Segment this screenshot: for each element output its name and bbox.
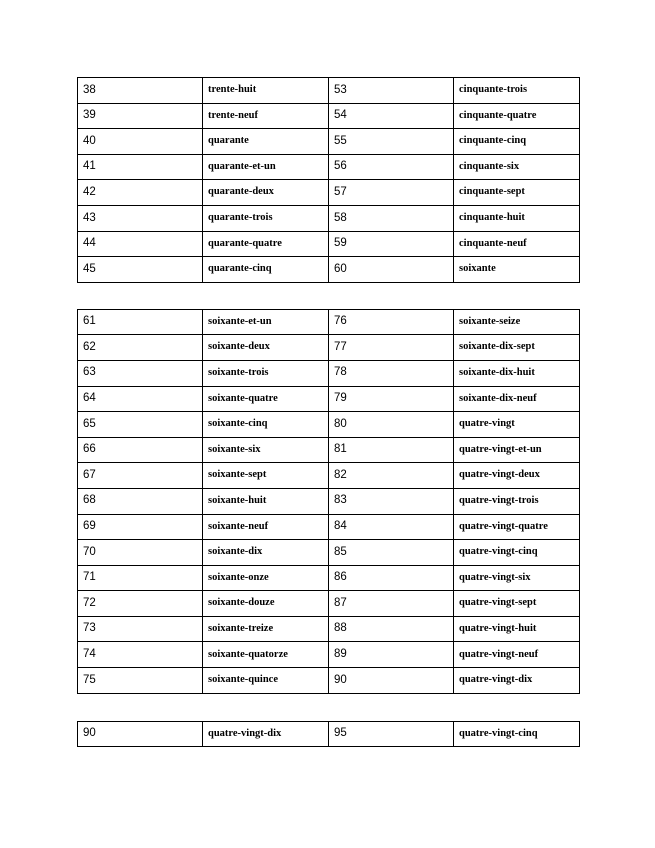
table-row bbox=[78, 180, 580, 206]
number-cell: 39 bbox=[78, 103, 203, 129]
table-row bbox=[78, 231, 580, 257]
word-cell: soixante-deux bbox=[203, 335, 329, 361]
word-cell: quarante-quatre bbox=[203, 231, 329, 257]
word-cell: soixante-neuf bbox=[203, 514, 329, 540]
table-row bbox=[78, 514, 580, 540]
word-cell: quarante-trois bbox=[203, 205, 329, 231]
number-cell: 55 bbox=[329, 129, 454, 155]
word-cell: quatre-vingt bbox=[454, 412, 580, 438]
number-cell: 80 bbox=[329, 412, 454, 438]
number-cell: 59 bbox=[329, 231, 454, 257]
table-row bbox=[78, 616, 580, 642]
table-row bbox=[78, 309, 580, 335]
document-page bbox=[77, 77, 579, 747]
number-cell: 75 bbox=[78, 668, 203, 694]
number-cell: 57 bbox=[329, 180, 454, 206]
table-row bbox=[78, 129, 580, 155]
word-cell: quatre-vingt-et-un bbox=[454, 437, 580, 463]
number-cell: 95 bbox=[329, 721, 454, 747]
number-cell: 45 bbox=[78, 257, 203, 283]
table-row bbox=[78, 721, 580, 747]
number-cell: 90 bbox=[78, 721, 203, 747]
table-row bbox=[78, 78, 580, 104]
table-body bbox=[78, 309, 580, 693]
number-cell: 44 bbox=[78, 231, 203, 257]
numbers-table-38-60 bbox=[77, 77, 580, 283]
word-cell: cinquante-huit bbox=[454, 205, 580, 231]
number-cell: 61 bbox=[78, 309, 203, 335]
number-cell: 86 bbox=[329, 565, 454, 591]
word-cell: soixante-sept bbox=[203, 463, 329, 489]
number-cell: 70 bbox=[78, 540, 203, 566]
number-cell: 83 bbox=[329, 488, 454, 514]
word-cell: quatre-vingt-cinq bbox=[454, 540, 580, 566]
word-cell: cinquante-sept bbox=[454, 180, 580, 206]
table-body bbox=[78, 78, 580, 283]
word-cell: quatre-vingt-sept bbox=[454, 591, 580, 617]
number-cell: 73 bbox=[78, 616, 203, 642]
table-row bbox=[78, 412, 580, 438]
word-cell: soixante bbox=[454, 257, 580, 283]
number-cell: 40 bbox=[78, 129, 203, 155]
number-cell: 63 bbox=[78, 360, 203, 386]
word-cell: soixante-trois bbox=[203, 360, 329, 386]
word-cell: soixante-dix bbox=[203, 540, 329, 566]
table-row bbox=[78, 386, 580, 412]
word-cell: quatre-vingt-neuf bbox=[454, 642, 580, 668]
number-cell: 88 bbox=[329, 616, 454, 642]
numbers-table-90-95 bbox=[77, 721, 580, 748]
number-cell: 71 bbox=[78, 565, 203, 591]
number-cell: 89 bbox=[329, 642, 454, 668]
word-cell: soixante-quince bbox=[203, 668, 329, 694]
word-cell: quatre-vingt-dix bbox=[454, 668, 580, 694]
word-cell: cinquante-cinq bbox=[454, 129, 580, 155]
word-cell: soixante-seize bbox=[454, 309, 580, 335]
word-cell: soixante-dix-huit bbox=[454, 360, 580, 386]
number-cell: 54 bbox=[329, 103, 454, 129]
number-cell: 42 bbox=[78, 180, 203, 206]
number-cell: 72 bbox=[78, 591, 203, 617]
number-cell: 76 bbox=[329, 309, 454, 335]
table-spacer bbox=[77, 283, 579, 309]
number-cell: 62 bbox=[78, 335, 203, 361]
word-cell: soixante-six bbox=[203, 437, 329, 463]
table-row bbox=[78, 642, 580, 668]
number-cell: 60 bbox=[329, 257, 454, 283]
number-cell: 74 bbox=[78, 642, 203, 668]
numbers-table-61-90 bbox=[77, 309, 580, 694]
word-cell: quatre-vingt-dix bbox=[203, 721, 329, 747]
table-row bbox=[78, 463, 580, 489]
table-spacer bbox=[77, 694, 579, 721]
word-cell: quatre-vingt-cinq bbox=[454, 721, 580, 747]
word-cell: quatre-vingt-trois bbox=[454, 488, 580, 514]
number-cell: 84 bbox=[329, 514, 454, 540]
word-cell: quarante-et-un bbox=[203, 154, 329, 180]
number-cell: 58 bbox=[329, 205, 454, 231]
word-cell: soixante-quatre bbox=[203, 386, 329, 412]
table-row bbox=[78, 668, 580, 694]
word-cell: soixante-onze bbox=[203, 565, 329, 591]
number-cell: 90 bbox=[329, 668, 454, 694]
number-cell: 79 bbox=[329, 386, 454, 412]
number-cell: 77 bbox=[329, 335, 454, 361]
number-cell: 41 bbox=[78, 154, 203, 180]
table-row bbox=[78, 205, 580, 231]
word-cell: quarante-cinq bbox=[203, 257, 329, 283]
number-cell: 67 bbox=[78, 463, 203, 489]
word-cell: cinquante-neuf bbox=[454, 231, 580, 257]
number-cell: 65 bbox=[78, 412, 203, 438]
word-cell: quatre-vingt-quatre bbox=[454, 514, 580, 540]
number-cell: 78 bbox=[329, 360, 454, 386]
number-cell: 81 bbox=[329, 437, 454, 463]
word-cell: soixante-et-un bbox=[203, 309, 329, 335]
number-cell: 82 bbox=[329, 463, 454, 489]
table-row bbox=[78, 540, 580, 566]
table-row bbox=[78, 565, 580, 591]
word-cell: soixante-cinq bbox=[203, 412, 329, 438]
word-cell: trente-huit bbox=[203, 78, 329, 104]
number-cell: 64 bbox=[78, 386, 203, 412]
table-row bbox=[78, 591, 580, 617]
word-cell: quatre-vingt-six bbox=[454, 565, 580, 591]
word-cell: soixante-quatorze bbox=[203, 642, 329, 668]
number-cell: 66 bbox=[78, 437, 203, 463]
word-cell: cinquante-quatre bbox=[454, 103, 580, 129]
word-cell: soixante-dix-sept bbox=[454, 335, 580, 361]
table-row bbox=[78, 103, 580, 129]
table-row bbox=[78, 437, 580, 463]
table-row bbox=[78, 335, 580, 361]
table-row bbox=[78, 360, 580, 386]
table-row bbox=[78, 488, 580, 514]
number-cell: 38 bbox=[78, 78, 203, 104]
word-cell: cinquante-six bbox=[454, 154, 580, 180]
word-cell: soixante-douze bbox=[203, 591, 329, 617]
word-cell: quarante-deux bbox=[203, 180, 329, 206]
word-cell: quatre-vingt-deux bbox=[454, 463, 580, 489]
word-cell: quarante bbox=[203, 129, 329, 155]
word-cell: soixante-huit bbox=[203, 488, 329, 514]
number-cell: 53 bbox=[329, 78, 454, 104]
word-cell: soixante-dix-neuf bbox=[454, 386, 580, 412]
number-cell: 87 bbox=[329, 591, 454, 617]
word-cell: trente-neuf bbox=[203, 103, 329, 129]
table-row bbox=[78, 257, 580, 283]
number-cell: 85 bbox=[329, 540, 454, 566]
word-cell: quatre-vingt-huit bbox=[454, 616, 580, 642]
table-body bbox=[78, 721, 580, 747]
table-row bbox=[78, 154, 580, 180]
number-cell: 68 bbox=[78, 488, 203, 514]
number-cell: 56 bbox=[329, 154, 454, 180]
number-cell: 69 bbox=[78, 514, 203, 540]
word-cell: cinquante-trois bbox=[454, 78, 580, 104]
number-cell: 43 bbox=[78, 205, 203, 231]
word-cell: soixante-treize bbox=[203, 616, 329, 642]
